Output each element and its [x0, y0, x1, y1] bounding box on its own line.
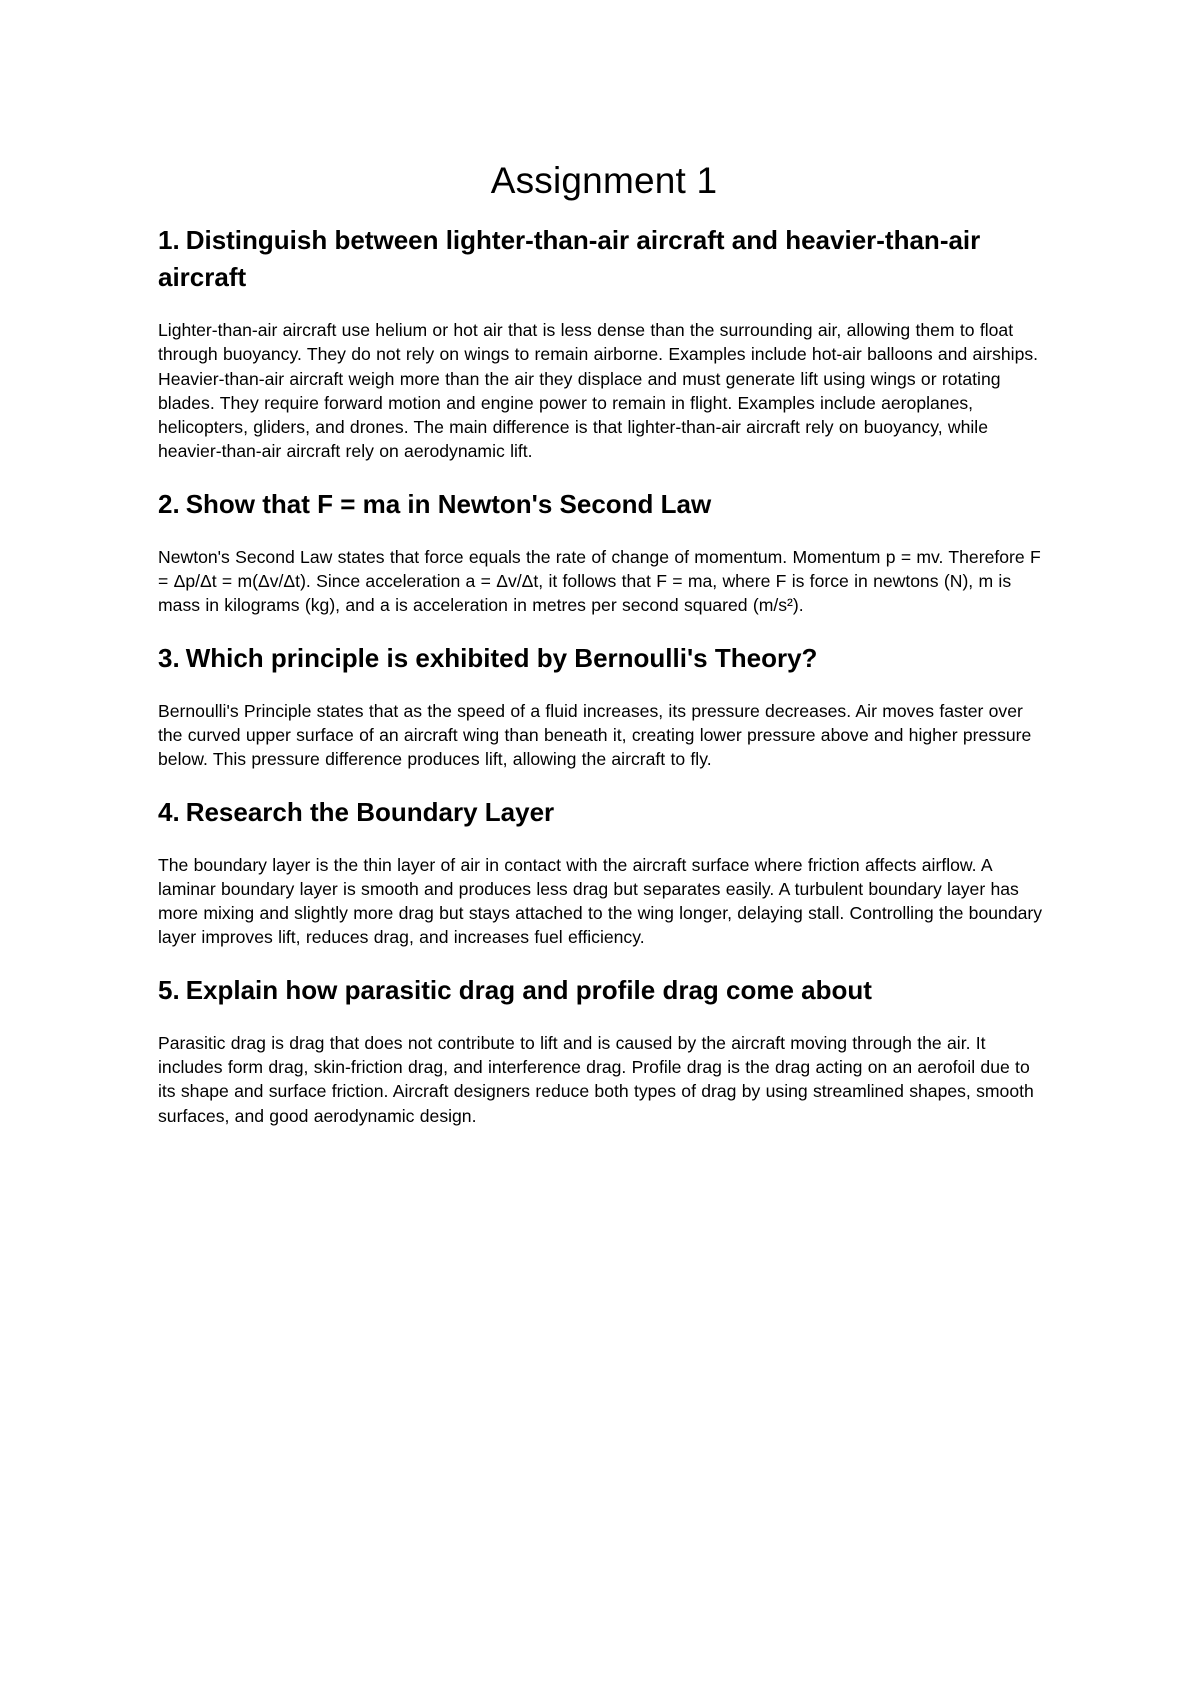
page-title: Assignment 1	[490, 160, 718, 201]
section-heading	[158, 222, 1050, 296]
section-body: The boundary layer is the thin layer of air in contact with the aircraft surface where friction affects airflow. A laminar boundary layer is smooth and produces less drag but separates easily. A turbulent boundary layer has more mixing and slightly more drag but stays attached to the wing longer, delaying stall. Controlling the boundary layer improves lift, reduces drag, and increases fuel efficiency.	[158, 854, 1043, 948]
section-5	[158, 972, 1050, 1128]
section-heading-text: Research the Boundary Layer	[185, 796, 555, 827]
section-1	[158, 222, 1050, 464]
section-heading	[158, 794, 1050, 831]
section-2	[158, 486, 1050, 618]
section-number: 3.	[158, 642, 180, 673]
section-number: 1.	[158, 225, 180, 255]
section-heading-text: Which principle is exhibited by Bernoulli's Theory?	[185, 642, 818, 673]
section-body: Parasitic drag is drag that does not contribute to lift and is caused by the aircraft moving through the air. It includes form drag, skin-friction drag, and interference drag. Profile drag is the drag acting on an aerofoil due to its shape and surface friction. Aircraft designers reduce both types of drag by using streamlined shapes, smooth surfaces, and good aerodynamic design.	[158, 1032, 1034, 1126]
section-body: Lighter-than-air aircraft use helium or hot air that is less dense than the surrounding air, allowing them to float through buoyancy. They do not rely on wings to remain airborne. Examples include hot-air balloons and airships. Heavier-than-air aircraft weigh more than the air they displace and must generate lift using wings or rotating blades. They require forward motion and engine power to remain in flight. Examples include aeroplanes, helicopters, gliders, and drones. The main difference is that lighter-than-air aircraft rely on buoyancy, while heavier-than-air aircraft rely on aerodynamic lift.	[158, 320, 1039, 462]
section-heading	[158, 486, 1050, 523]
section-body: Bernoulli's Principle states that as the speed of a fluid increases, its pressure decreases. Air moves faster over the curved upper surface of an aircraft wing than beneath it, creating lower pressure above and higher pressure below. This pressure difference produces lift, allowing the aircraft to fly.	[158, 700, 1032, 770]
section-heading	[158, 972, 1050, 1009]
section-body: Newton's Second Law states that force equals the rate of change of momentum. Momentum p = mv. Therefore F = Δp/Δt = m(Δv/Δt). Since acceleration a = Δv/Δt, it follows that F = ma, where F is force in newtons (N), m is mass in kilograms (kg), and a is acceleration in metres per second squared (m/s²).	[158, 546, 1041, 616]
section-heading-text: Distinguish between lighter-than-air aircraft and heavier-than-air aircraft	[158, 225, 981, 292]
section-number: 2.	[158, 488, 180, 519]
section-heading-text: Explain how parasitic drag and profile drag come about	[185, 974, 872, 1005]
section-heading	[158, 640, 1050, 677]
section-number: 4.	[158, 796, 180, 827]
section-3	[158, 640, 1050, 772]
section-number: 5.	[158, 974, 180, 1005]
section-4	[158, 794, 1050, 950]
section-heading-text: Show that F = ma in Newton's Second Law	[185, 488, 712, 519]
